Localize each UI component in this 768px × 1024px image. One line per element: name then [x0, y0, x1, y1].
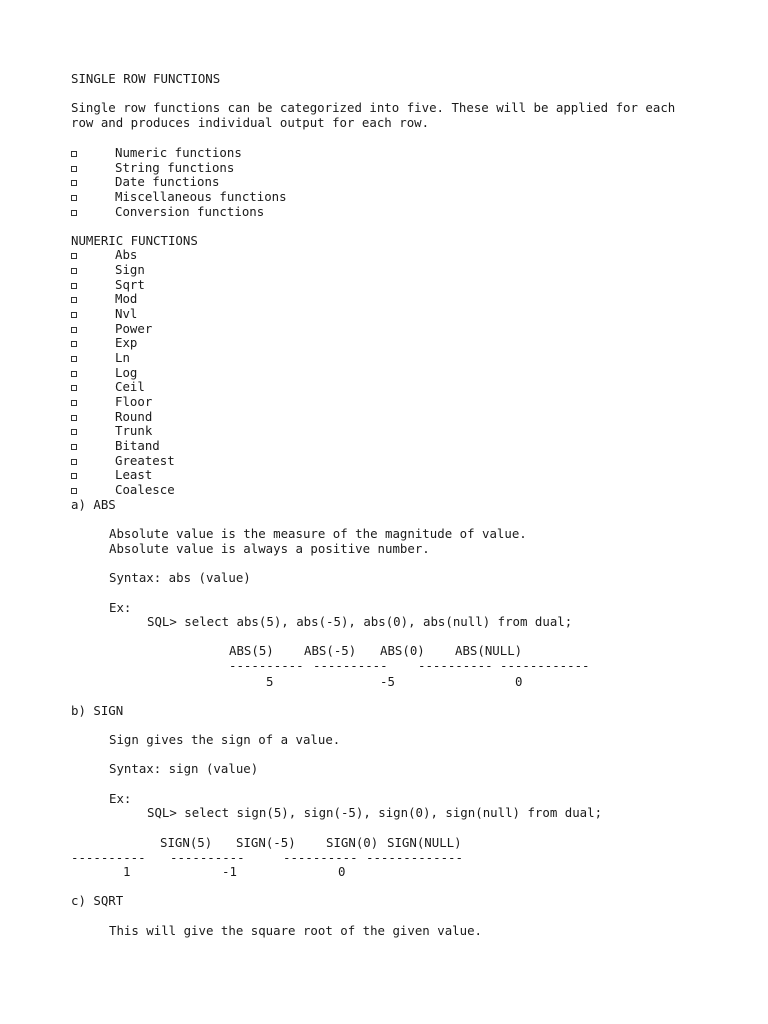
- abs-example-label: Ex:: [109, 600, 132, 615]
- list-item: Greatest: [115, 453, 175, 468]
- sign-heading: b) SIGN: [71, 703, 124, 718]
- list-item: Exp: [115, 335, 138, 350]
- table-cell: 0: [515, 674, 523, 689]
- table-header: SIGN(0): [326, 835, 379, 850]
- list-item: Numeric functions: [115, 145, 242, 160]
- list-item: Date functions: [115, 174, 220, 189]
- table-cell: 1: [123, 864, 131, 879]
- list-item: Abs: [115, 247, 138, 262]
- sqrt-heading: c) SQRT: [71, 893, 124, 908]
- abs-description-2: Absolute value is always a positive number.: [109, 541, 430, 556]
- list-item: Ln: [115, 350, 130, 365]
- bullet-icon: [71, 166, 77, 172]
- list-item: Sign: [115, 262, 145, 277]
- table-cell: -1: [222, 864, 237, 879]
- list-item: Least: [115, 467, 153, 482]
- table-header: ABS(5): [229, 643, 274, 658]
- bullet-icon: [71, 444, 77, 450]
- table-header: SIGN(5): [160, 835, 213, 850]
- bullet-icon: [71, 210, 77, 216]
- bullet-icon: [71, 283, 77, 289]
- table-header: SIGN(-5): [236, 835, 296, 850]
- bullet-icon: [71, 297, 77, 303]
- bullet-icon: [71, 385, 77, 391]
- sign-query: SQL> select sign(5), sign(-5), sign(0), sign(null) from dual;: [147, 805, 603, 820]
- list-item: Miscellaneous functions: [115, 189, 287, 204]
- abs-heading: a) ABS: [71, 497, 116, 512]
- list-item: Conversion functions: [115, 204, 265, 219]
- bullet-icon: [71, 195, 77, 201]
- abs-query: SQL> select abs(5), abs(-5), abs(0), abs(null) from dual;: [147, 614, 573, 629]
- bullet-icon: [71, 415, 77, 421]
- table-divider: ----------: [229, 658, 304, 673]
- list-item: Trunk: [115, 423, 153, 438]
- page-title: SINGLE ROW FUNCTIONS: [71, 71, 221, 86]
- bullet-icon: [71, 459, 77, 465]
- list-item: Round: [115, 409, 153, 424]
- abs-description-1: Absolute value is the measure of the magnitude of value.: [109, 526, 527, 541]
- bullet-icon: [71, 312, 77, 318]
- bullet-icon: [71, 473, 77, 479]
- bullet-icon: [71, 151, 77, 157]
- sign-description: Sign gives the sign of a value.: [109, 732, 341, 747]
- abs-syntax: Syntax: abs (value): [109, 570, 251, 585]
- table-divider: ----------: [283, 850, 358, 865]
- list-item: Ceil: [115, 379, 145, 394]
- sign-example-label: Ex:: [109, 791, 132, 806]
- bullet-icon: [71, 356, 77, 362]
- table-divider: ----------: [71, 850, 146, 865]
- bullet-icon: [71, 400, 77, 406]
- list-item: Floor: [115, 394, 153, 409]
- list-item: Bitand: [115, 438, 160, 453]
- table-header: ABS(-5): [304, 643, 357, 658]
- intro-line-2: row and produces individual output for each row.: [71, 115, 430, 130]
- table-divider: ----------: [313, 658, 388, 673]
- table-divider: ----------: [418, 658, 493, 673]
- list-item: String functions: [115, 160, 235, 175]
- sqrt-description: This will give the square root of the given value.: [109, 923, 482, 938]
- bullet-icon: [71, 253, 77, 259]
- bullet-icon: [71, 488, 77, 494]
- table-divider: -------------: [366, 850, 463, 865]
- table-divider: ----------: [170, 850, 245, 865]
- list-item: Sqrt: [115, 277, 145, 292]
- table-cell: 5: [266, 674, 274, 689]
- list-item: Log: [115, 365, 138, 380]
- table-cell: -5: [380, 674, 395, 689]
- list-item: Nvl: [115, 306, 138, 321]
- list-item: Mod: [115, 291, 138, 306]
- list-item: Coalesce: [115, 482, 175, 497]
- intro-line-1: Single row functions can be categorized into five. These will be applied for each: [71, 100, 676, 115]
- bullet-icon: [71, 180, 77, 186]
- table-divider: ------------: [500, 658, 590, 673]
- bullet-icon: [71, 371, 77, 377]
- sign-syntax: Syntax: sign (value): [109, 761, 259, 776]
- bullet-icon: [71, 341, 77, 347]
- section-heading: NUMERIC FUNCTIONS: [71, 233, 198, 248]
- table-header: SIGN(NULL): [387, 835, 462, 850]
- table-cell: 0: [338, 864, 346, 879]
- bullet-icon: [71, 327, 77, 333]
- bullet-icon: [71, 268, 77, 274]
- list-item: Power: [115, 321, 153, 336]
- table-header: ABS(NULL): [455, 643, 523, 658]
- table-header: ABS(0): [380, 643, 425, 658]
- bullet-icon: [71, 429, 77, 435]
